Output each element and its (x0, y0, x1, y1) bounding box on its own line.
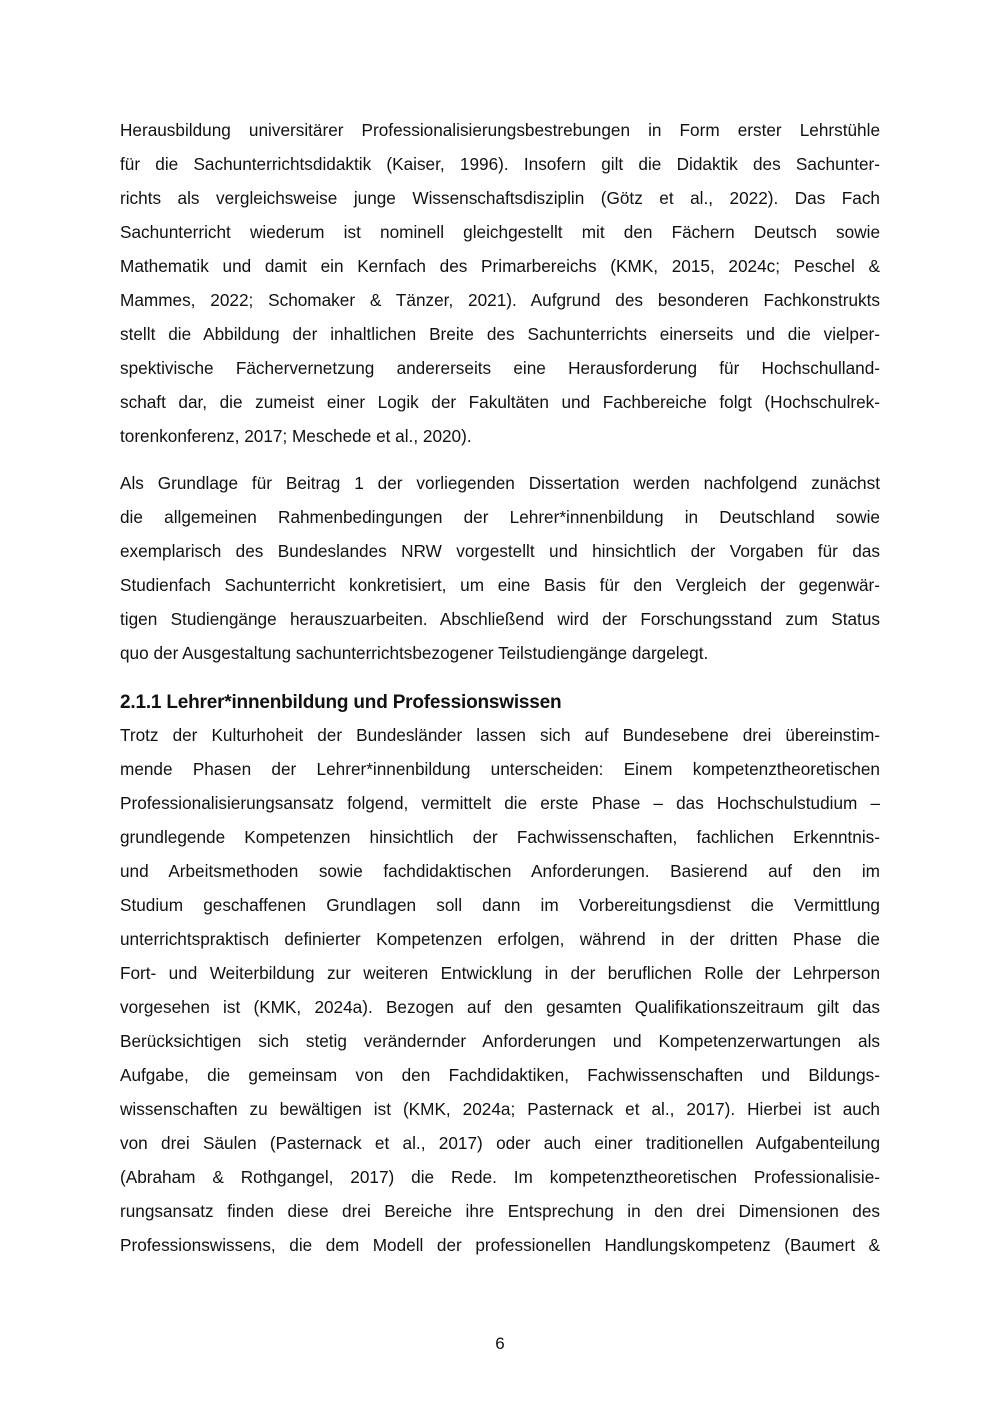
section-heading: 2.1.1 Lehrer*innenbildung und Professionswissen (120, 692, 562, 713)
text-line: stellt die Abbildung der inhaltlichen Breite des Sachunterrichts einerseits und die vielper- (120, 324, 880, 344)
text-line: Sachunterricht wiederum ist nominell gleichgestellt mit den Fächern Deutsch sowie (120, 222, 880, 242)
text-line: (Abraham & Rothgangel, 2017) die Rede. Im kompetenztheoretischen Professionalisie- (120, 1167, 880, 1187)
text-line: Herausbildung universitärer Professionalisierungsbestrebungen in Form erster Lehrstühle (120, 120, 880, 140)
text-line: Aufgabe, die gemeinsam von den Fachdidaktiken, Fachwissenschaften und Bildungs- (120, 1065, 880, 1085)
text-line: die allgemeinen Rahmenbedingungen der Lehrer*innenbildung in Deutschland sowie (120, 507, 880, 527)
text-line: vorgesehen ist (KMK, 2024a). Bezogen auf den gesamten Qualifikationszeitraum gilt das (120, 997, 880, 1017)
text-line: von drei Säulen (Pasternack et al., 2017) oder auch einer traditionellen Aufgabenteilung (120, 1133, 880, 1153)
text-line: quo der Ausgestaltung sachunterrichtsbezogener Teilstudiengänge dargelegt. (120, 643, 709, 663)
text-line: richts als vergleichsweise junge Wissenschaftsdisziplin (Götz et al., 2022). Das Fach (120, 188, 880, 208)
text-line: Studium geschaffenen Grundlagen soll dann im Vorbereitungsdienst die Vermittlung (120, 895, 880, 915)
text-line: und Arbeitsmethoden sowie fachdidaktischen Anforderungen. Basierend auf den im (120, 861, 880, 881)
text-line: Mathematik und damit ein Kernfach des Primarbereichs (KMK, 2015, 2024c; Peschel & (120, 256, 880, 276)
text-line: Trotz der Kulturhoheit der Bundesländer lassen sich auf Bundesebene drei übereinstim- (120, 725, 880, 745)
text-line: Studienfach Sachunterricht konkretisiert, um eine Basis für den Vergleich der gegenwär- (120, 575, 880, 595)
paragraph-1 (120, 113, 880, 453)
text-line: Als Grundlage für Beitrag 1 der vorliegenden Dissertation werden nachfolgend zunächst (120, 473, 880, 493)
text-line: wissenschaften zu bewältigen ist (KMK, 2024a; Pasternack et al., 2017). Hierbei ist auch (120, 1099, 880, 1119)
text-line: schaft dar, die zumeist einer Logik der Fakultäten und Fachbereiche folgt (Hochschulrek- (120, 392, 880, 412)
text-line: unterrichtspraktisch definierter Kompetenzen erfolgen, während in der dritten Phase die (120, 929, 880, 949)
text-line: Professionalisierungsansatz folgend, vermittelt die erste Phase – das Hochschulstudium – (120, 793, 880, 813)
text-line: Mammes, 2022; Schomaker & Tänzer, 2021). Aufgrund des besonderen Fachkonstrukts (120, 290, 880, 310)
text-line: tigen Studiengänge herauszuarbeiten. Abschließend wird der Forschungsstand zum Status (120, 609, 880, 629)
text-line: Professionswissens, die dem Modell der professionellen Handlungskompetenz (Baumert & (120, 1235, 880, 1255)
paragraph-2 (120, 466, 880, 670)
text-line: spektivische Fächervernetzung andererseits eine Herausforderung für Hochschulland- (120, 358, 880, 378)
text-line: exemplarisch des Bundeslandes NRW vorgestellt und hinsichtlich der Vorgaben für das (120, 541, 880, 561)
text-line: torenkonferenz, 2017; Meschede et al., 2020). (120, 426, 472, 446)
text-line: rungsansatz finden diese drei Bereiche ihre Entsprechung in den drei Dimensionen des (120, 1201, 880, 1221)
text-line: Berücksichtigen sich stetig verändernder Anforderungen und Kompetenzerwartungen als (120, 1031, 880, 1051)
text-line: Fort- und Weiterbildung zur weiteren Entwicklung in der beruflichen Rolle der Lehrperson (120, 963, 880, 983)
text-line: grundlegende Kompetenzen hinsichtlich der Fachwissenschaften, fachlichen Erkenntnis- (120, 827, 880, 847)
paragraph-spacer (120, 453, 880, 466)
text-line: mende Phasen der Lehrer*innenbildung unterscheiden: Einem kompetenztheoretischen (120, 759, 880, 779)
page-number: 6 (495, 1334, 505, 1353)
page-content (120, 113, 880, 1262)
text-line: für die Sachunterrichtsdidaktik (Kaiser, 1996). Insofern gilt die Didaktik des Sachunter- (120, 154, 880, 174)
paragraph-3 (120, 718, 880, 1262)
